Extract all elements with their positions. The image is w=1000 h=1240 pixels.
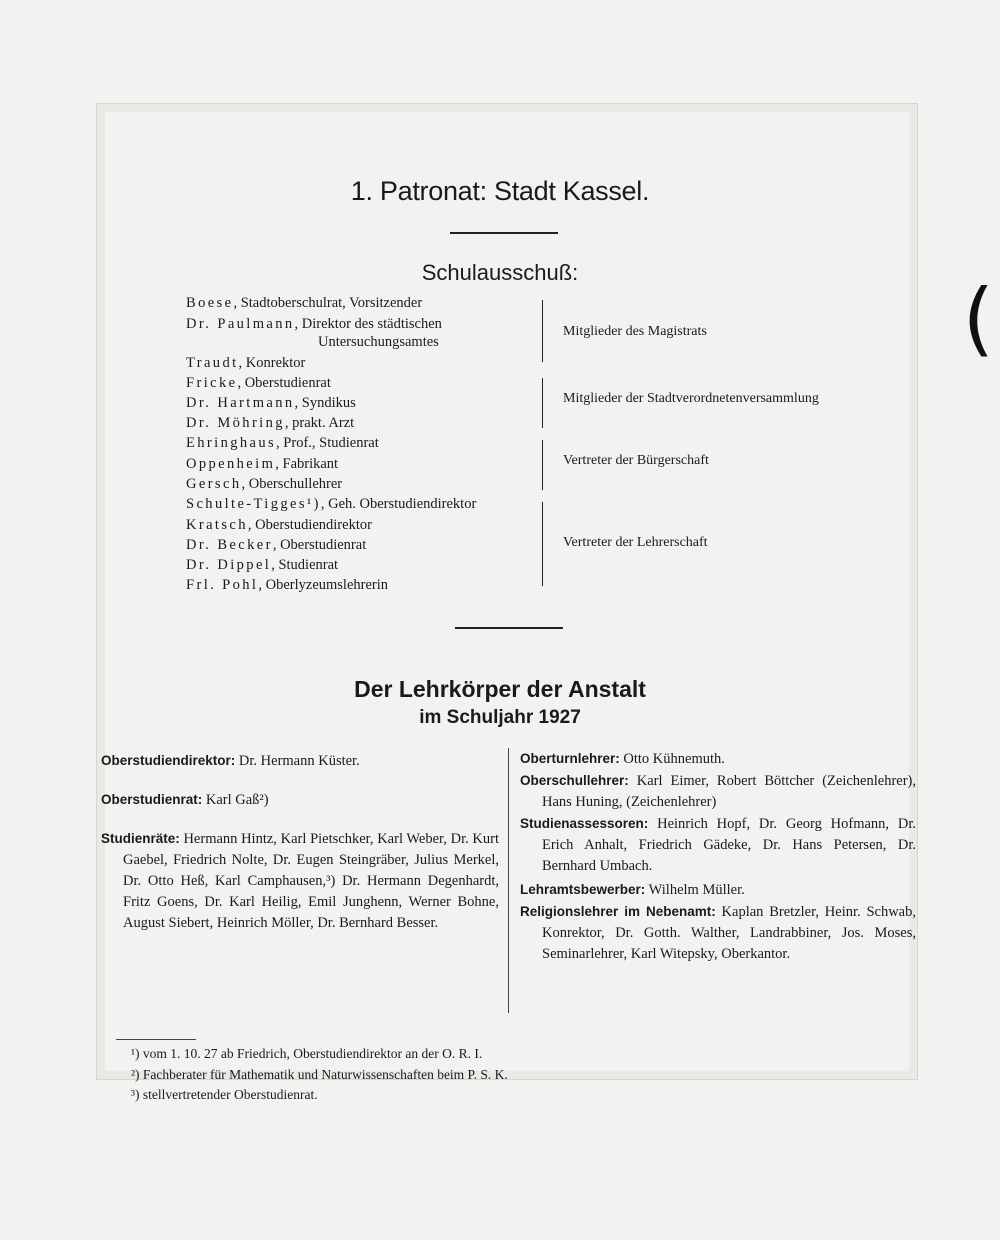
member-row: Dr. Becker, Oberstudienrat bbox=[186, 537, 367, 553]
footnote-rule bbox=[116, 1039, 196, 1040]
binding-mark: ( bbox=[962, 272, 994, 365]
member-row: Fricke, Oberstudienrat bbox=[186, 375, 331, 391]
group-label-lehrerschaft: Vertreter der Lehrerschaft bbox=[563, 535, 708, 550]
studienassessoren-entry: Studienassessoren: Heinrich Hopf, Dr. Georg Hofmann, Dr. Erich Anhalt, Friedrich Gädeke, Dr. Hans Petersen, Dr. Bernhard Umbach. bbox=[520, 816, 916, 874]
member-row: Dr. Hartmann, Syndikus bbox=[186, 395, 356, 411]
member-row: Frl. Pohl, Oberlyzeumslehrerin bbox=[186, 577, 389, 593]
member-row: Dr. Paulmann, Direktor des städtischen bbox=[186, 316, 442, 332]
footnote-3: ³) stellvertretender Oberstudienrat. bbox=[131, 1087, 318, 1102]
title-rule bbox=[450, 232, 558, 234]
committee-title: Schulausschuß: bbox=[421, 260, 579, 285]
member-row: Gersch, Oberschullehrer bbox=[186, 476, 343, 492]
lehramtsbewerber-entry: Lehramtsbewerber: Wilhelm Müller. bbox=[520, 882, 745, 898]
patronat-title: 1. Patronat: Stadt Kassel. bbox=[350, 176, 650, 206]
member-row: Kratsch, Oberstudiendirektor bbox=[186, 517, 372, 533]
group-brace bbox=[536, 440, 543, 490]
member-row: Oppenheim, Fabrikant bbox=[186, 456, 339, 472]
group-label-magistrat: Mitglieder des Magistrats bbox=[563, 324, 707, 339]
group-label-stadtverordnete: Mitglieder der Stadtverordnetenversammlung bbox=[563, 391, 819, 406]
member-row: Boese, Stadtoberschulrat, Vorsitzender bbox=[186, 295, 423, 311]
faculty-title: Der Lehrkörper der Anstalt bbox=[354, 676, 646, 702]
oberturnlehrer-entry: Oberturnlehrer: Otto Kühnemuth. bbox=[520, 751, 725, 767]
member-row: Untersuchungsamtes bbox=[318, 334, 439, 350]
faculty-left-column bbox=[101, 750, 499, 934]
group-brace bbox=[536, 502, 543, 586]
footnote-2: ²) Fachberater für Mathematik und Naturwissenschaften beim P. S. K. bbox=[131, 1067, 508, 1082]
column-divider bbox=[508, 748, 509, 1013]
member-row: Traudt, Konrektor bbox=[186, 355, 306, 371]
member-row: Dr. Möhring, prakt. Arzt bbox=[186, 415, 355, 431]
director-entry: Oberstudiendirektor: Dr. Hermann Küster. bbox=[101, 753, 360, 769]
religionslehrer-entry: Religionslehrer im Nebenamt: Kaplan Bretzler, Heinr. Schwab, Konrektor, Dr. Gotth. Walther, Landrabbiner, Jos. Moses, Seminarlehrer, Karl Witepsky, Oberkantor. bbox=[520, 904, 916, 962]
member-row: Schulte-Tigges¹), Geh. Oberstudiendirektor bbox=[186, 496, 477, 512]
member-row: Dr. Dippel, Studienrat bbox=[186, 557, 339, 573]
group-brace bbox=[536, 300, 543, 362]
member-row: Ehringhaus, Prof., Studienrat bbox=[186, 435, 379, 451]
faculty-right-column bbox=[520, 748, 916, 965]
oberschullehrer-entry: Oberschullehrer: Karl Eimer, Robert Böttcher (Zeichenlehrer), Hans Huning, (Zeichenlehrer) bbox=[520, 773, 917, 810]
oberstudienrat-entry: Oberstudienrat: Karl Gaß²) bbox=[101, 792, 269, 808]
studienraete-entry: Studienräte: Hermann Hintz, Karl Pietschker, Karl Weber, Dr. Kurt Gaebel, Friedrich Nolte, Dr. Eugen Steingräber, Julius Merkel, Dr. Otto Heß, Karl Camphausen,³) Dr. Hermann Degenhardt, Fritz Goens, Dr. Karl Heilig, Emil Junghenn, Werner Bohne, August Siebert, Heinrich Möller, Dr. Bernhard Besser. bbox=[101, 831, 499, 931]
group-label-buergerschaft: Vertreter der Bürgerschaft bbox=[563, 453, 709, 468]
faculty-subtitle: im Schuljahr 1927 bbox=[419, 707, 581, 728]
footnote-1: ¹) vom 1. 10. 27 ab Friedrich, Oberstudiendirektor an der O. R. I. bbox=[131, 1046, 483, 1061]
group-brace bbox=[536, 378, 543, 428]
section-rule bbox=[455, 627, 563, 629]
